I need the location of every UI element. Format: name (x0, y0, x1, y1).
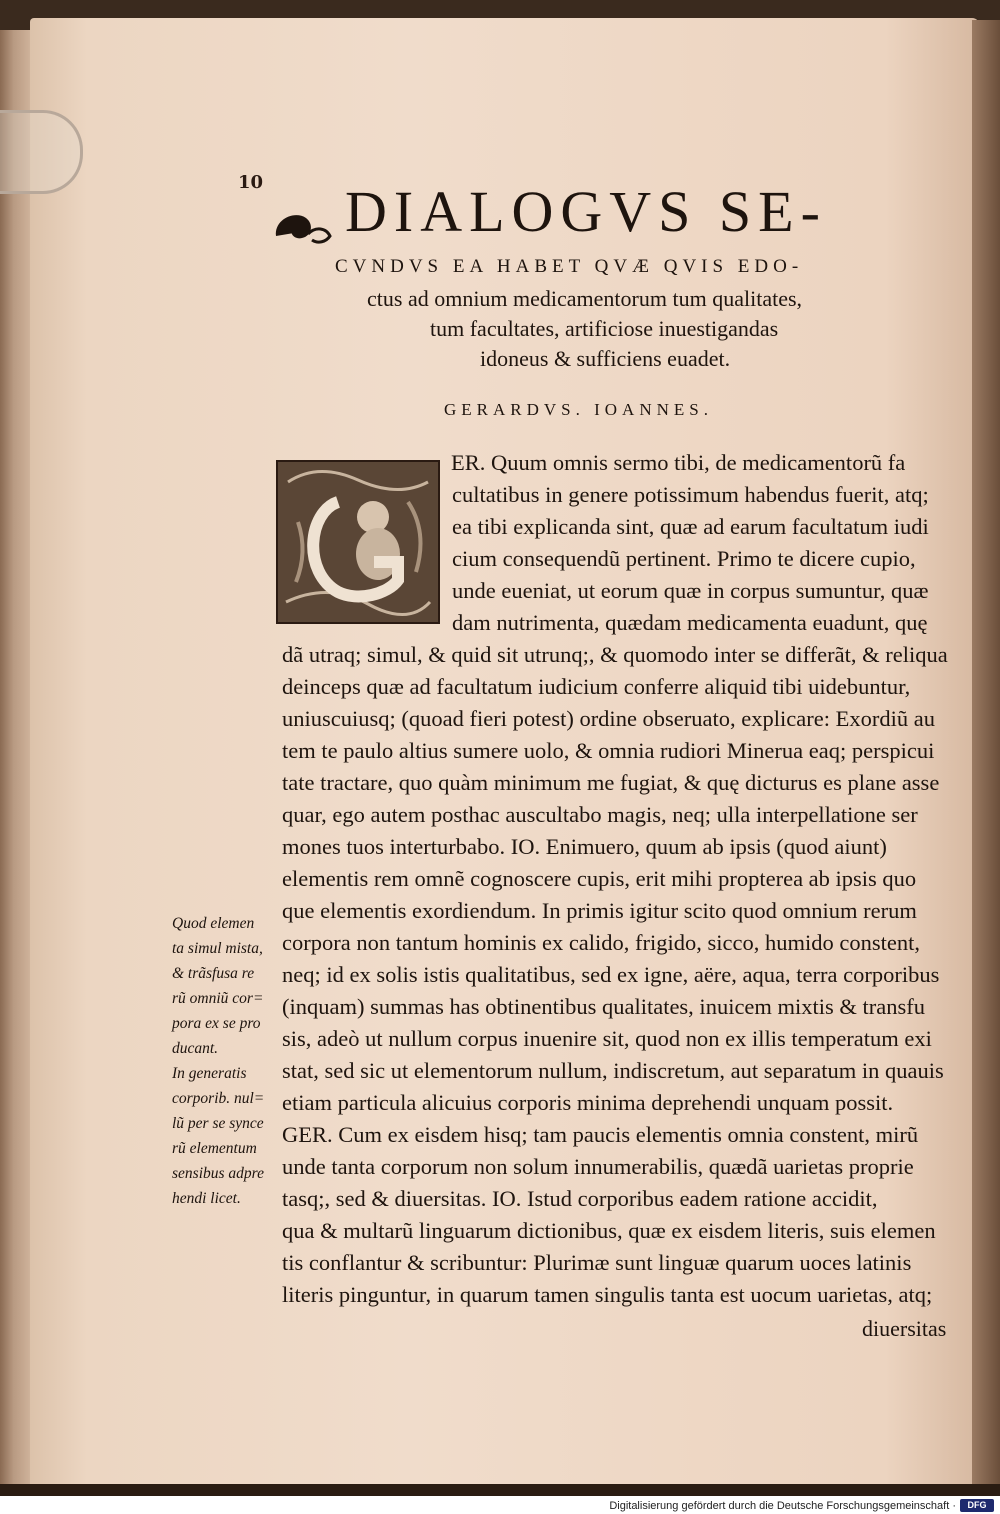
text-line: mones tuos interturbabo. IO. Enimuero, quum ab ipsis (quod aiunt) (282, 834, 887, 859)
text-line: tate tractare, quo quàm minimum me fugiat, & quę dicturus es plane asse (282, 770, 940, 795)
marginal-note-line: rũ omniũ cor= (172, 990, 264, 1007)
left-page-edges (0, 30, 34, 1496)
funding-credit: Digitalisierung gefördert durch die Deutsche Forschungsgemeinschaft · (609, 1500, 956, 1512)
dfg-logo-text: DFG (967, 1500, 987, 1510)
text-line: deinceps quæ ad facultatum iudicium conferre aliquid tibi uidebuntur, (282, 674, 911, 699)
text-line: dã utraq; simul, & quid sit utrunq;, & quomodo inter se differãt, & reliqua (282, 642, 948, 667)
text-line: tasq;, sed & diuersitas. IO. Istud corporibus eadem ratione accidit, (282, 1186, 878, 1211)
text-line: etiam particula alicuius corporis minima deprehendi unquam possit. (282, 1090, 894, 1115)
marginal-note-line: ducant. (172, 1040, 219, 1057)
dfg-logo-icon[interactable] (960, 1499, 994, 1512)
text-line: qua & multarũ linguarum dictionibus, quæ ex eisdem literis, suis elemen (282, 1218, 936, 1243)
text-line: sis, adeò ut nullum corpus inuenire sit, quod non ex illis temperatum exi (282, 1026, 932, 1051)
text-line: ea tibi explicanda sint, quæ ad earum facultatum iudi (452, 514, 929, 539)
text-line: cium consequendũ pertinent. Primo te dicere cupio, (452, 546, 916, 571)
marginal-note-line: Quod elemen (172, 915, 255, 932)
text-line: corpora non tantum hominis ex calido, frigido, sicco, humido constent, (282, 930, 920, 955)
text-line: ER. Quum omnis sermo tibi, de medicamentorũ fa (451, 450, 906, 475)
decorated-initial (276, 460, 440, 624)
text-line: (inquam) summas has obtinentibus qualitates, inuicem mixtis & transfu (282, 994, 926, 1019)
text-line: tis conflantur & scribuntur: Plurimæ sunt linguæ quarum uoces latinis (282, 1250, 912, 1275)
marginal-note-line: hendi licet. (172, 1190, 241, 1207)
page-number: 10 (238, 172, 264, 193)
text-line: unde tanta corporum non solum innumerabilis, quædã uarietas proprie (282, 1154, 914, 1179)
text-line: dam nutrimenta, quædam medicamenta euadunt, quę (452, 610, 928, 635)
text-line: uniuscuiusq; (quoad fieri potest) ordine obseruato, explicare: Exordiũ au (282, 706, 935, 731)
speaker-names: GERARDVS. IOANNES. (444, 400, 713, 419)
text-line: quar, ego autem posthac auscultabo magis, neq; ulla interpellatione ser (282, 802, 918, 827)
page-clip (0, 110, 83, 194)
right-book-edge (972, 20, 1000, 1496)
woodcut-initial-icon (278, 462, 438, 622)
text-line: elementis rem omnẽ cognoscere cupis, erit mihi propterea ab ipsis quo (282, 866, 917, 891)
page-title: DIALOGVS SE- (345, 179, 827, 244)
fleuron-ornament-icon (272, 206, 336, 250)
text-line: tem te paulo altius sumere uolo, & omnia rudiori Minerua eaq; perspicui (282, 738, 935, 763)
text-line: neq; id ex solis istis qualitatibus, sed ex igne, aëre, aqua, terra corporibus (282, 962, 940, 987)
text-line: cultatibus in genere potissimum habendus fuerit, atq; (452, 482, 929, 507)
bottom-shadow (0, 1484, 1000, 1496)
catchword: diuersitas (862, 1316, 947, 1341)
page-subtitle: CVNDVS EA HABET QVÆ QVIS EDO- (335, 256, 804, 277)
footer-bar (0, 1498, 1000, 1514)
subtitle-line: idoneus & sufficiens euadet. (480, 346, 731, 371)
subtitle-line: tum facultates, artificiose inuestigandas (430, 316, 779, 341)
marginal-note-line: corporib. nul= (172, 1090, 265, 1107)
text-line: stat, sed sic ut elementorum nullum, indiscretum, aut separatum in quauis (282, 1058, 944, 1083)
text-line: unde eueniat, ut eorum quæ in corpus sumuntur, quæ (452, 578, 929, 603)
marginal-note-line: sensibus adpre (172, 1165, 264, 1182)
marginal-note-line: pora ex se pro (172, 1015, 261, 1032)
text-line: GER. Cum ex eisdem hisq; tam paucis elementis omnia constent, mirũ (282, 1122, 919, 1147)
text-line: que elementis exordiendum. In primis igitur scito quod omnium rerum (282, 898, 917, 923)
subtitle-line: ctus ad omnium medicamentorum tum qualitates, (367, 286, 803, 311)
marginal-note-line: rũ elementum (172, 1140, 257, 1157)
marginal-note-line: & trãsfusa re (172, 965, 255, 982)
marginal-note-line: lũ per se synce (172, 1115, 264, 1132)
marginal-note-line: In generatis (172, 1065, 247, 1082)
marginal-note-line: ta simul mista, (172, 940, 263, 957)
text-line: literis pinguntur, in quarum tamen singulis tanta est uocum uarietas, atq; (282, 1282, 933, 1307)
